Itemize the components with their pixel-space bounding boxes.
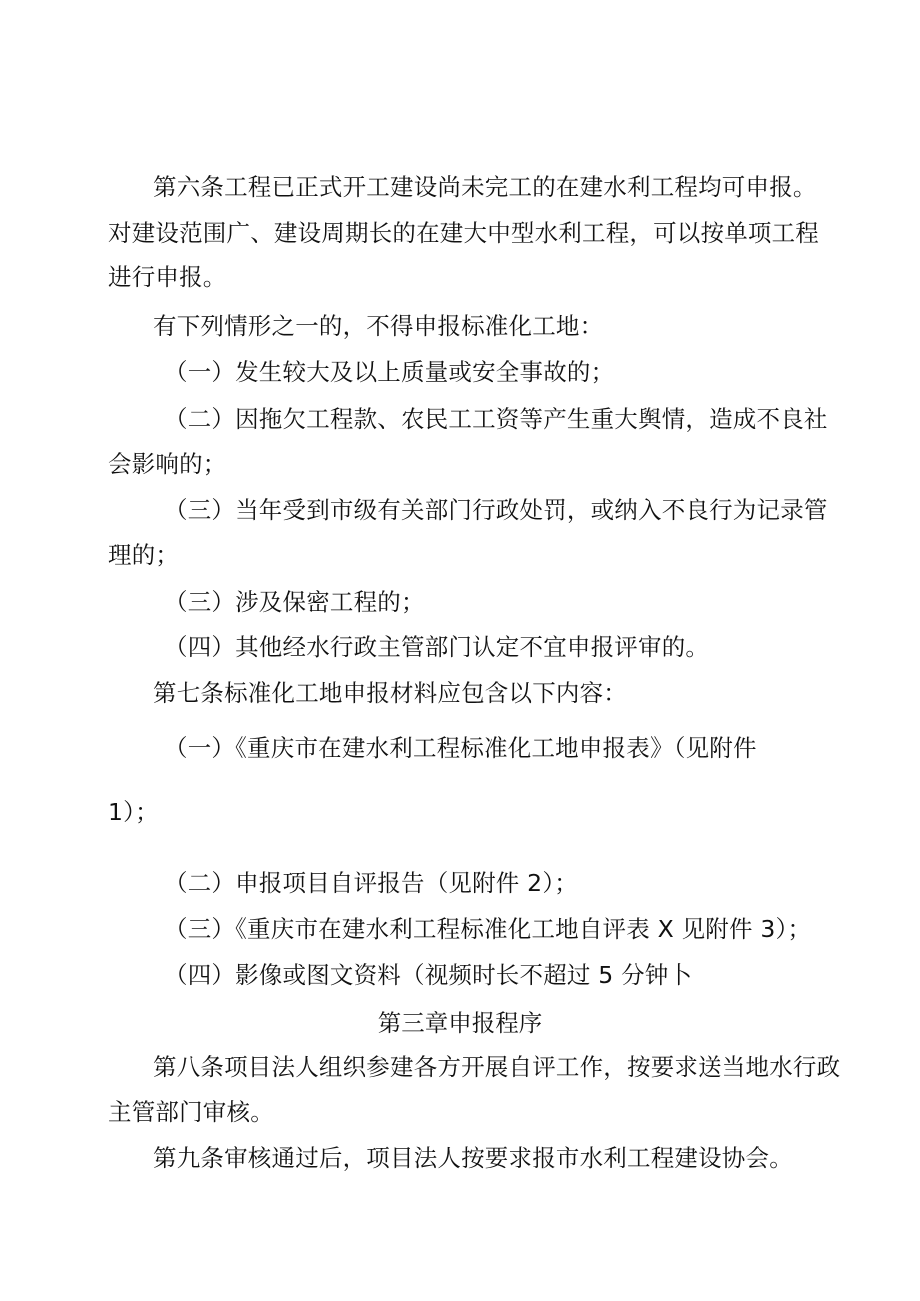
list-item: （一）《重庆市在建水利工程标准化工地申报表》（见附件 <box>164 734 757 762</box>
list-item: （三）当年受到市级有关部门行政处罚，或纳入不良行为记录管 <box>164 496 828 524</box>
list-item: （四）影像或图文资料（视频时长不超过 5 分钟卜 <box>164 961 693 989</box>
paragraph-line: 第六条工程已正式开工建设尚未完工的在建水利工程均可申报。 <box>153 173 817 201</box>
list-item: （二）因拖欠工程款、农民工工资等产生重大舆情，造成不良社 <box>164 405 828 433</box>
chapter-heading: 第三章申报程序 <box>377 1009 543 1037</box>
list-item: （三）涉及保密工程的； <box>164 588 425 616</box>
list-item: （二）申报项目自评报告（见附件 2）； <box>164 869 578 897</box>
list-item: （三）《重庆市在建水利工程标准化工地自评表 X 见附件 3）； <box>164 915 812 943</box>
paragraph-line: 第七条标准化工地申报材料应包含以下内容： <box>153 679 627 707</box>
list-item: （一）发生较大及以上质量或安全事故的； <box>164 358 615 386</box>
paragraph-line: 进行申报。 <box>108 263 227 291</box>
list-item-continuation: 1）； <box>108 798 159 826</box>
paragraph-line: 对建设范围广、建设周期长的在建大中型水利工程，可以按单项工程 <box>108 219 819 247</box>
paragraph-line: 第八条项目法人组织参建各方开展自评工作，按要求送当地水行政 <box>153 1053 841 1081</box>
paragraph-line: 主管部门审核。 <box>108 1098 274 1126</box>
paragraph-line: 有下列情形之一的，不得申报标准化工地： <box>153 312 604 340</box>
list-item: （四）其他经水行政主管部门认定不宜申报评审的。 <box>164 633 710 661</box>
paragraph-line: 第九条审核通过后，项目法人按要求报市水利工程建设协会。 <box>153 1144 793 1172</box>
list-item-continuation: 会影响的； <box>108 450 227 478</box>
list-item-continuation: 理的； <box>108 541 180 569</box>
